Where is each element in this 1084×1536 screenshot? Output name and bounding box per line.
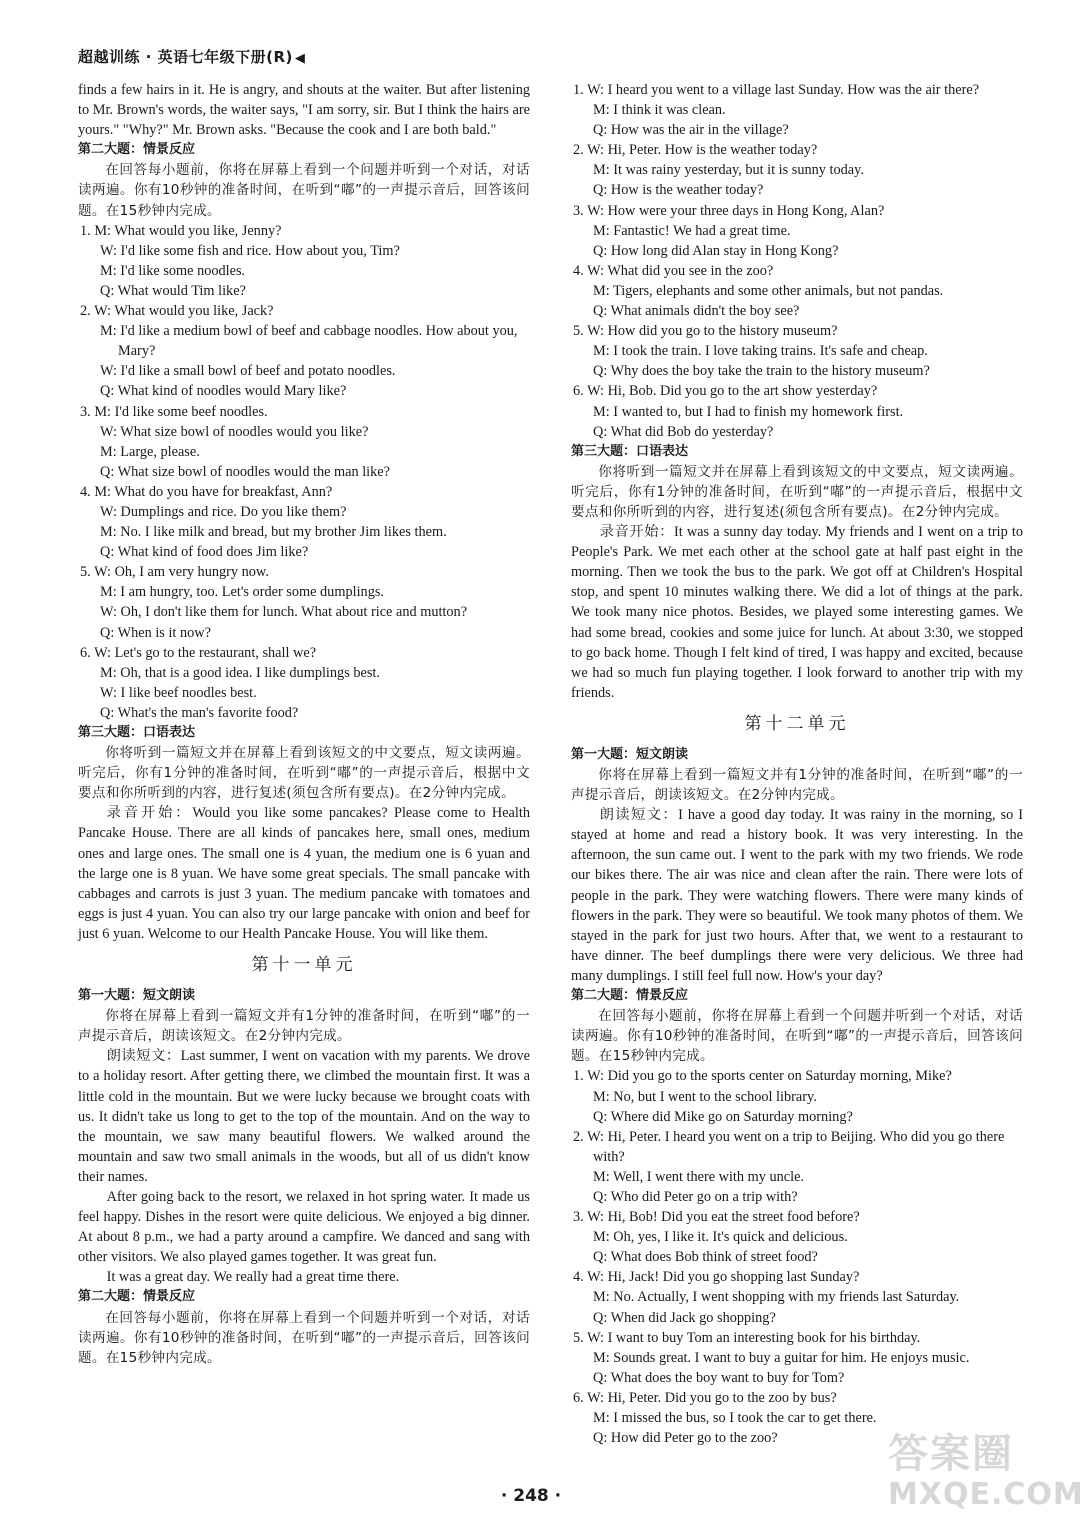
- dialogue-line: W: I'd like some fish and rice. How about you, Tim?: [100, 242, 400, 259]
- dialogue-item: [573, 140, 1023, 200]
- dialogue-list: [573, 1066, 1023, 1448]
- dialogue-item: [573, 1328, 1023, 1388]
- dialogue-line: M: Oh, that is a good idea. I like dumplings best.: [100, 664, 380, 681]
- section-instructions: 你将在屏幕上看到一篇短文并有1分钟的准备时间，在听到“嘟”的一声提示音后，朗读该短文。在2分钟内完成。: [571, 767, 1023, 804]
- reading-passage: It was a great day. We really had a great time there.: [106, 1269, 400, 1286]
- section-title: 第二大题：情景反应: [78, 1289, 196, 1305]
- dialogue-line: M: Fantastic! We had a great time.: [593, 222, 791, 239]
- dialogue-line: M: Sounds great. I want to buy a guitar for him. He enjoys music.: [593, 1349, 970, 1366]
- dialogue-line: Q: What would Tim like?: [100, 282, 246, 299]
- watermark-logo: [888, 1430, 1084, 1526]
- dialogue-line: Q: What kind of noodles would Mary like?: [100, 383, 347, 400]
- dialogue-line: W: Oh, I am very hungry now.: [94, 564, 269, 581]
- question-number: 1.: [573, 82, 584, 98]
- dialogue-list: [573, 80, 1023, 442]
- dialogue-line: Q: What kind of food does Jim like?: [100, 544, 309, 561]
- section-instructions: 你将在屏幕上看到一篇短文并有1分钟的准备时间，在听到“嘟”的一声提示音后，朗读该短文。在2分钟内完成。: [78, 1008, 530, 1045]
- dialogue-line: W: I heard you went to a village last Sunday. How was the air there?: [587, 82, 980, 98]
- dialogue-item: [80, 482, 530, 562]
- dialogue-line: W: Hi, Bob. Did you go to the art show yesterday?: [587, 383, 878, 400]
- dialogue-line: M: I think it was clean.: [593, 102, 726, 119]
- dialogue-line: W: Oh, I don't like them for lunch. What about rice and mutton?: [100, 604, 468, 621]
- recording-text: 录音开始：It was a sunny day today. My friends and I went on a trip to People's Park. We met each other at the school gate at half past eight in the morning. Then we took the bus to the park. We got off at Children's Hospital stop, and spent 10 minutes walking there. We did a lot of things at the park. We took many nice photos. Besides, we played some interesting games. We had some bread, cookies and some juice for lunch. At about 3:30, we stopped to go back home. Though I felt kind of tired, I was happy and excited, because we had so much fun playing together. I look forward to another trip with my friends.: [571, 524, 1023, 701]
- unit-heading: 第十二单元: [744, 713, 850, 734]
- reading-passage: After going back to the resort, we relaxed in hot spring water. It made us feel happy. Dishes in the resort were quite delicious. We enjoyed a big dinner. At about 8 p.m., we had a party around a campfire. We danced and sang with other visitors. We also played games together. It was great fun.: [78, 1188, 530, 1266]
- dialogue-line: Q: What does the boy want to buy for Tom?: [593, 1369, 845, 1386]
- dialogue-line: W: What did you see in the zoo?: [587, 262, 774, 279]
- section-instructions: 你将听到一篇短文并在屏幕上看到该短文的中文要点，短文读两遍。听完后，你有1分钟的准备时间，在听到“嘟”的一声提示音后，根据中文要点和你所听到的内容，进行复述(须包含所有要点)。在2分钟内完成。: [78, 745, 530, 802]
- question-number: 1.: [80, 222, 91, 239]
- dialogue-first-line: [573, 381, 1023, 401]
- dialogue-line: Q: How did Peter go to the zoo?: [593, 1430, 778, 1447]
- dialogue-first-line: [573, 1127, 1023, 1167]
- dialogue-line: M: Well, I went there with my uncle.: [593, 1168, 805, 1185]
- dialogue-line: Q: What size bowl of noodles would the man like?: [100, 463, 390, 480]
- dialogue-item: [573, 261, 1023, 321]
- section-title: 第一大题：短文朗读: [571, 746, 689, 762]
- dialogue-line: W: Hi, Jack! Did you go shopping last Sunday?: [587, 1269, 860, 1286]
- dialogue-line: M: Tigers, elephants and some other animals, but not pandas.: [593, 282, 944, 299]
- unit-heading: 第十一单元: [251, 955, 357, 976]
- section-instructions: 在回答每小题前，你将在屏幕上看到一个问题并听到一个对话，对话读两遍。你有10秒钟的准备时间，在听到“嘟”的一声提示音后，回答该问题。在15秒钟内完成。: [571, 1008, 1023, 1065]
- left-column: [78, 80, 530, 1368]
- dialogue-line: M: Oh, yes, I like it. It's quick and delicious.: [593, 1229, 848, 1246]
- dialogue-line: W: Hi, Peter. Did you go to the zoo by bus?: [587, 1389, 837, 1406]
- dialogue-first-line: [573, 1388, 1023, 1408]
- running-header: [78, 46, 305, 67]
- story-continuation: finds a few hairs in it. He is angry, and shouts at the waiter. But after listening to Mr. Brown's words, the waiter says, "I am sorry, sir. But I think the hairs are yours." "Why?" Mr. Brown asks. "Because the cook and I are both bald.": [78, 82, 530, 139]
- dialogue-line: M: I took the train. I love taking trains. It's safe and cheap.: [593, 343, 928, 360]
- dialogue-line: M: No, but I went to the school library.: [593, 1088, 817, 1105]
- dialogue-first-line: [573, 1066, 1023, 1086]
- dialogue-line: W: Hi, Bob! Did you eat the street food before?: [587, 1209, 860, 1226]
- dialogue-first-line: [573, 321, 1023, 341]
- dialogue-line: M: What do you have for breakfast, Ann?: [94, 483, 333, 500]
- question-number: 3.: [80, 403, 91, 420]
- question-number: 6.: [573, 383, 584, 400]
- page-number: · 248 ·: [500, 1486, 562, 1506]
- dialogue-line: Q: How long did Alan stay in Hong Kong?: [593, 242, 839, 259]
- dialogue-first-line: [573, 1207, 1023, 1227]
- dialogue-line: Q: Who did Peter go on a trip with?: [593, 1188, 798, 1205]
- question-number: 2.: [573, 142, 584, 159]
- question-number: 6.: [80, 644, 91, 661]
- dialogue-line: W: Dumplings and rice. Do you like them?: [100, 503, 347, 520]
- question-number: 1.: [573, 1068, 584, 1085]
- section-instructions: 在回答每小题前，你将在屏幕上看到一个问题并听到一个对话，对话读两遍。你有10秒钟的准备时间，在听到“嘟”的一声提示音后，回答该问题。在15秒钟内完成。: [78, 162, 530, 219]
- dialogue-line: Q: Why does the boy take the train to the history museum?: [593, 363, 930, 380]
- dialogue-item: [80, 301, 530, 401]
- dialogue-line: W: Let's go to the restaurant, shall we?: [94, 644, 317, 661]
- dialogue-line: W: I like beef noodles best.: [100, 684, 257, 701]
- dialogue-item: [80, 221, 530, 301]
- question-number: 5.: [573, 323, 584, 340]
- dialogue-item: [573, 201, 1023, 261]
- dialogue-first-line: [573, 140, 1023, 160]
- dialogue-first-line: [573, 261, 1023, 281]
- dialogue-item: [573, 381, 1023, 441]
- dialogue-first-line: [573, 80, 1023, 100]
- dialogue-line: W: Hi, Peter. I heard you went on a trip to Beijing. Who did you go there with?: [587, 1128, 1005, 1165]
- dialogue-item: [80, 643, 530, 723]
- dialogue-first-line: [573, 201, 1023, 221]
- dialogue-first-line: [80, 221, 530, 241]
- dialogue-line: Q: What's the man's favorite food?: [100, 704, 299, 721]
- section-title: 第二大题：情景反应: [571, 988, 689, 1004]
- dialogue-line: Q: How was the air in the village?: [593, 122, 789, 139]
- recording-text: 录音开始：Would you like some pancakes? Please come to Health Pancake House. There are all kinds of pancakes here, small ones, medium ones and large ones. The small one is 4 yuan, the medium one is 6 yuan and the large one is 8 yuan. We have some great specials. The small pancake with cabbages and carrots is just 3 yuan. The medium pancake with tomatoes and eggs is just 4 yuan. You can also try our large pancake with onion and beef for just 6 yuan. Welcome to our Health Pancake House. You will like them.: [78, 805, 530, 942]
- dialogue-line: Q: What animals didn't the boy see?: [593, 303, 800, 320]
- dialogue-first-line: [80, 402, 530, 422]
- section-title: 第三大题：口语表达: [78, 725, 196, 740]
- reading-passage: 朗读短文：I have a good day today. It was rainy in the morning, so I stayed at home and read a history book. It was very interesting. In the afternoon, the sun came out. I went to the park with my two friends. We rode our bikes there. The air was nice and clean after the rain. There were lots of people in the park. They were watching flowers. There were many kinds of flowers in the park. They were so beautiful. We took many photos of them. We stayed in the park for just two hours. After that, we went to a restaurant to have dinner. The beef dumplings there were very delicious. We three had many dumplings. I still feel full now. How's your day?: [571, 807, 1023, 984]
- dialogue-line: M: No. I like milk and bread, but my brother Jim likes them.: [100, 524, 447, 541]
- dialogue-line: W: What size bowl of noodles would you like?: [100, 423, 369, 440]
- dialogue-line: M: I'd like a medium bowl of beef and cabbage noodles. How about you, Mary?: [100, 323, 518, 360]
- dialogue-line: Q: What does Bob think of street food?: [593, 1249, 818, 1266]
- dialogue-line: M: I wanted to, but I had to finish my homework first.: [593, 403, 904, 420]
- dialogue-line: Q: Where did Mike go on Saturday morning?: [593, 1108, 853, 1125]
- right-column: [571, 80, 1023, 1448]
- watermark-bottom: MXQE.COM: [888, 1477, 1084, 1512]
- reading-passage: 朗读短文：Last summer, I went on vacation with my parents. We drove to a holiday resort. After getting there, we climbed the mountain first. It was a little cold in the mountain. But we were lucky because we brought coats with us. It didn't take us long to get to the top of the mountain. And on the way to the mountain, we saw many beautiful flowers. We walked around the mountain and saw two small animals in the woods, but all of us didn't know their names.: [78, 1048, 530, 1185]
- dialogue-line: Q: When is it now?: [100, 624, 211, 641]
- dialogue-line: Q: What did Bob do yesterday?: [593, 423, 774, 440]
- question-number: 3.: [573, 202, 584, 219]
- dialogue-line: W: I'd like a small bowl of beef and potato noodles.: [100, 363, 396, 380]
- header-title: 超越训练 · 英语七年级下册(R): [78, 48, 293, 66]
- dialogue-line: W: How were your three days in Hong Kong, Alan?: [587, 202, 885, 219]
- section-instructions: 在回答每小题前，你将在屏幕上看到一个问题并听到一个对话，对话读两遍。你有10秒钟的准备时间，在听到“嘟”的一声提示音后，回答该问题。在15秒钟内完成。: [78, 1309, 530, 1366]
- dialogue-line: Q: How is the weather today?: [593, 182, 764, 199]
- section-title: 第一大题：短文朗读: [78, 988, 196, 1004]
- dialogue-list: [80, 221, 530, 723]
- question-number: 4.: [80, 483, 91, 500]
- dialogue-line: Q: When did Jack go shopping?: [593, 1309, 776, 1326]
- question-number: 4.: [573, 262, 584, 279]
- question-number: 2.: [573, 1128, 584, 1145]
- question-number: 5.: [80, 564, 91, 581]
- dialogue-item: [573, 1207, 1023, 1267]
- dialogue-line: W: How did you go to the history museum?: [587, 323, 838, 340]
- dialogue-line: M: I am hungry, too. Let's order some dumplings.: [100, 584, 384, 601]
- dialogue-item: [80, 402, 530, 482]
- dialogue-first-line: [573, 1267, 1023, 1287]
- section-title: 第二大题：情景反应: [78, 142, 196, 158]
- question-number: 2.: [80, 303, 91, 320]
- watermark-top: 答案圈: [888, 1431, 1014, 1477]
- dialogue-line: M: Large, please.: [100, 443, 200, 460]
- question-number: 3.: [573, 1209, 584, 1226]
- dialogue-first-line: [573, 1328, 1023, 1348]
- dialogue-line: W: I want to buy Tom an interesting book for his birthday.: [587, 1329, 921, 1346]
- dialogue-line: W: What would you like, Jack?: [94, 303, 274, 320]
- dialogue-line: M: I'd like some noodles.: [100, 262, 246, 279]
- dialogue-item: [573, 80, 1023, 140]
- dialogue-item: [80, 562, 530, 642]
- dialogue-line: W: Did you go to the sports center on Saturday morning, Mike?: [587, 1068, 952, 1085]
- dialogue-item: [573, 1267, 1023, 1327]
- section-title: 第三大题：口语表达: [571, 443, 689, 459]
- dialogue-line: M: What would you like, Jenny?: [94, 222, 282, 239]
- dialogue-line: M: It was rainy yesterday, but it is sunny today.: [593, 162, 864, 179]
- dialogue-item: [573, 1066, 1023, 1126]
- dialogue-first-line: [80, 301, 530, 321]
- dialogue-item: [573, 1127, 1023, 1207]
- question-number: 4.: [573, 1269, 584, 1286]
- question-number: 5.: [573, 1329, 584, 1346]
- dialogue-line: M: No. Actually, I went shopping with my friends last Saturday.: [593, 1289, 960, 1306]
- dialogue-first-line: [80, 482, 530, 502]
- header-marker: ◀: [294, 51, 306, 66]
- dialogue-line: M: I'd like some beef noodles.: [94, 403, 268, 420]
- section-instructions: 你将听到一篇短文并在屏幕上看到该短文的中文要点，短文读两遍。听完后，你有1分钟的准备时间，在听到“嘟”的一声提示音后，根据中文要点和你所听到的内容，进行复述(须包含所有要点)。在2分钟内完成。: [571, 463, 1023, 520]
- dialogue-item: [573, 321, 1023, 381]
- dialogue-first-line: [80, 562, 530, 582]
- question-number: 6.: [573, 1389, 584, 1406]
- dialogue-line: W: Hi, Peter. How is the weather today?: [587, 142, 818, 159]
- dialogue-first-line: [80, 643, 530, 663]
- dialogue-line: M: I missed the bus, so I took the car to get there.: [593, 1410, 877, 1426]
